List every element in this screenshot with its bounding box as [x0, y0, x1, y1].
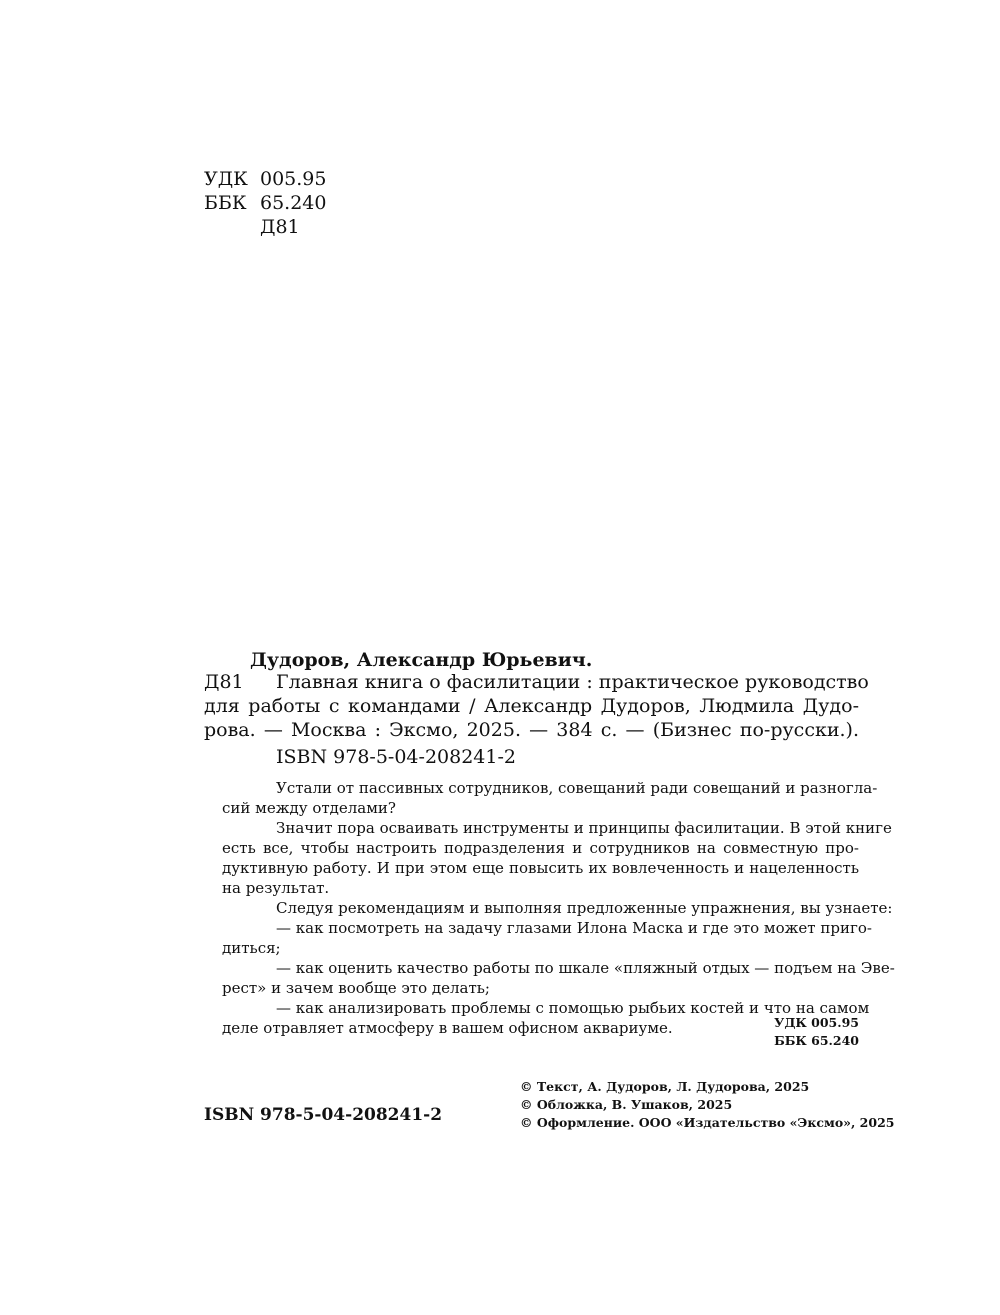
- annotation-line: Следуя рекомендациям и выполняя предложенные упражнения, вы узнаете:: [276, 899, 893, 917]
- annotation-line: — как анализировать проблемы с помощью рыбьих костей и что на самом: [276, 999, 870, 1017]
- record-line: рова. — Москва : Эксмо, 2025. — 384 с. — (Бизнес по-русски.).: [204, 719, 859, 741]
- copyright-design: © Оформление. ООО «Издательство «Эксмо», 2025: [520, 1115, 895, 1130]
- udk-row: [204, 166, 326, 192]
- annotation-line: — как посмотреть на задачу глазами Илона Маска и где это может приго-: [276, 919, 872, 937]
- annotation-udk: УДК 005.95: [774, 1015, 859, 1030]
- udk-value: 005.95: [260, 168, 327, 190]
- annotation-line: дуктивную работу. И при этом еще повысить их вовлеченность и нацеленность: [222, 859, 859, 877]
- annotation-line: — как оценить качество работы по шкале «пляжный отдых — подъем на Эве-: [276, 959, 895, 977]
- bottom-isbn: ISBN 978-5-04-208241-2: [204, 1105, 443, 1125]
- copyright-text: © Текст, А. Дудоров, Л. Дудорова, 2025: [520, 1079, 810, 1094]
- annotation-line: Значит пора осваивать инструменты и принципы фасилитации. В этой книге: [276, 819, 892, 837]
- annotation-line: сий между отделами?: [222, 799, 396, 817]
- annotation-bbk: ББК 65.240: [774, 1033, 859, 1048]
- bbk-value: 65.240: [260, 192, 327, 214]
- annotation-line: Устали от пассивных сотрудников, совещаний ради совещаний и разногла-: [276, 779, 878, 797]
- copyright-cover: © Обложка, В. Ушаков, 2025: [520, 1097, 733, 1112]
- record-author: Дудоров, Александр Юрьевич.: [250, 649, 593, 671]
- annotation-line: деле отравляет атмосферу в вашем офисном аквариуме.: [222, 1019, 673, 1037]
- record-line: для работы с командами / Александр Дудоров, Людмила Дудо-: [204, 695, 859, 717]
- annotation-line: диться;: [222, 939, 281, 957]
- annotation-line: есть все, чтобы настроить подразделения и сотрудников на совместную про-: [222, 839, 859, 857]
- bbk-label: ББК: [204, 192, 247, 214]
- bbk-row: [204, 190, 326, 216]
- annotation-line: на результат.: [222, 879, 330, 897]
- udk-label: УДК: [204, 168, 248, 190]
- record-line: Главная книга о фасилитации : практическое руководство: [276, 671, 869, 693]
- author-sign-row: [204, 214, 300, 240]
- record-isbn: ISBN 978-5-04-208241-2: [276, 746, 516, 768]
- annotation-line: рест» и зачем вообще это делать;: [222, 979, 490, 997]
- author-sign-top: Д81: [260, 216, 300, 238]
- record-author-sign: Д81: [204, 671, 244, 693]
